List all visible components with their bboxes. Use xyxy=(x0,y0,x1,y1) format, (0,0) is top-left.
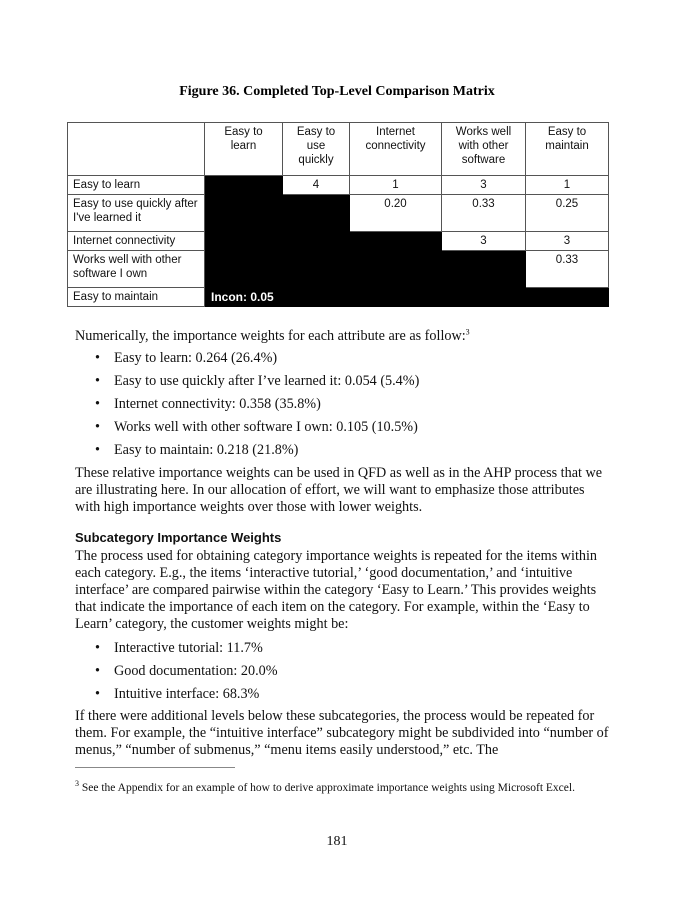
matrix-header-row xyxy=(68,123,609,176)
matrix-cell: 0.25 xyxy=(526,195,609,232)
inconsistency-ratio: Incon: 0.05 xyxy=(205,288,609,307)
footnote-text: See the Appendix for an example of how to derive approximate importance weights using Microsoft Excel. xyxy=(81,782,575,794)
matrix-cell: 3 xyxy=(442,176,526,195)
list-item: • Internet connectivity: 0.358 (35.8%) xyxy=(75,396,419,419)
matrix-diagonal-cell xyxy=(350,232,442,251)
matrix-cell: 3 xyxy=(526,232,609,251)
intro-text: Numerically, the importance weights for each attribute are as follow: xyxy=(75,328,466,344)
paragraph: The process used for obtaining category importance weights is repeated for the items within each category. E.g., the items ‘interactive tutorial,’ ‘good documentation,’ and ‘intuitive interface’ are compared pairwise within the category ‘Easy to Learn.’ This provides weights that indicate the importance of each item on the category. For example, within the ‘Easy to Learn’ category, the customer weights might be: xyxy=(75,548,598,632)
matrix-row-label: Easy to maintain xyxy=(68,288,205,307)
matrix-row-label: Easy to use quickly after I've learned it xyxy=(68,195,205,232)
matrix-diagonal-cell xyxy=(442,251,526,288)
matrix-row xyxy=(68,195,609,232)
weights-list xyxy=(75,350,419,465)
matrix-diagonal-cell xyxy=(205,176,283,195)
list-item: • Interactive tutorial: 11.7% xyxy=(75,640,278,663)
paragraph: These relative importance weights can be used in QFD as well as in the AHP process that we are illustrating here. In our allocation of effort, we will want to emphasize those attributes with high importance weights over those with lower weights. xyxy=(75,465,603,515)
matrix-blank-cell xyxy=(350,251,442,288)
subweights-list xyxy=(75,640,278,709)
list-item: • Good documentation: 20.0% xyxy=(75,663,278,686)
matrix-col-header: Internet connectivity xyxy=(350,123,442,176)
matrix-col-header: Easy to use quickly xyxy=(283,123,350,176)
matrix-row xyxy=(68,232,609,251)
matrix-row xyxy=(68,288,609,307)
footnote xyxy=(75,781,610,796)
list-item: • Intuitive interface: 68.3% xyxy=(75,686,278,709)
paragraph: If there were additional levels below these subcategories, the process would be repeated for them. For example, the “intuitive interface” subcategory might be subdivided into “number of menus,” “number of submenus,” “menu items easily understood,” etc. The xyxy=(75,708,609,758)
matrix-header-corner xyxy=(68,123,205,176)
matrix-cell: 0.33 xyxy=(442,195,526,232)
intro-paragraph xyxy=(75,328,610,345)
page-number: 181 xyxy=(326,834,348,849)
matrix-row-label: Works well with other software I own xyxy=(68,251,205,288)
matrix-cell: 0.20 xyxy=(350,195,442,232)
matrix-cell: 1 xyxy=(526,176,609,195)
footnote-number: 3 xyxy=(75,779,79,789)
section-heading: Subcategory Importance Weights xyxy=(75,530,282,545)
matrix-blank-cell xyxy=(283,232,350,251)
matrix-blank-cell xyxy=(283,251,350,288)
matrix-blank-cell xyxy=(205,251,283,288)
comparison-matrix xyxy=(67,122,609,307)
matrix-cell: 3 xyxy=(442,232,526,251)
matrix-col-header: Works well with other software xyxy=(442,123,526,176)
matrix-cell: 1 xyxy=(350,176,442,195)
matrix-col-header: Easy to maintain xyxy=(526,123,609,176)
list-item: • Easy to maintain: 0.218 (21.8%) xyxy=(75,442,419,465)
matrix-cell: 4 xyxy=(283,176,350,195)
matrix-col-header: Easy to learn xyxy=(205,123,283,176)
matrix-row xyxy=(68,176,609,195)
matrix-diagonal-cell xyxy=(283,195,350,232)
list-item: • Works well with other software I own: 0.105 (10.5%) xyxy=(75,419,419,442)
footnote-marker: 3 xyxy=(465,327,470,337)
list-item: • Easy to learn: 0.264 (26.4%) xyxy=(75,350,419,373)
matrix-row-label: Easy to learn xyxy=(68,176,205,195)
matrix-cell: 0.33 xyxy=(526,251,609,288)
figure-title: Figure 36. Completed Top-Level Comparison Matrix xyxy=(179,84,495,99)
matrix-row-label: Internet connectivity xyxy=(68,232,205,251)
matrix-blank-cell xyxy=(205,232,283,251)
matrix-row xyxy=(68,251,609,288)
list-item: • Easy to use quickly after I’ve learned it: 0.054 (5.4%) xyxy=(75,373,419,396)
footnote-divider xyxy=(75,767,235,768)
matrix-blank-cell xyxy=(205,195,283,232)
